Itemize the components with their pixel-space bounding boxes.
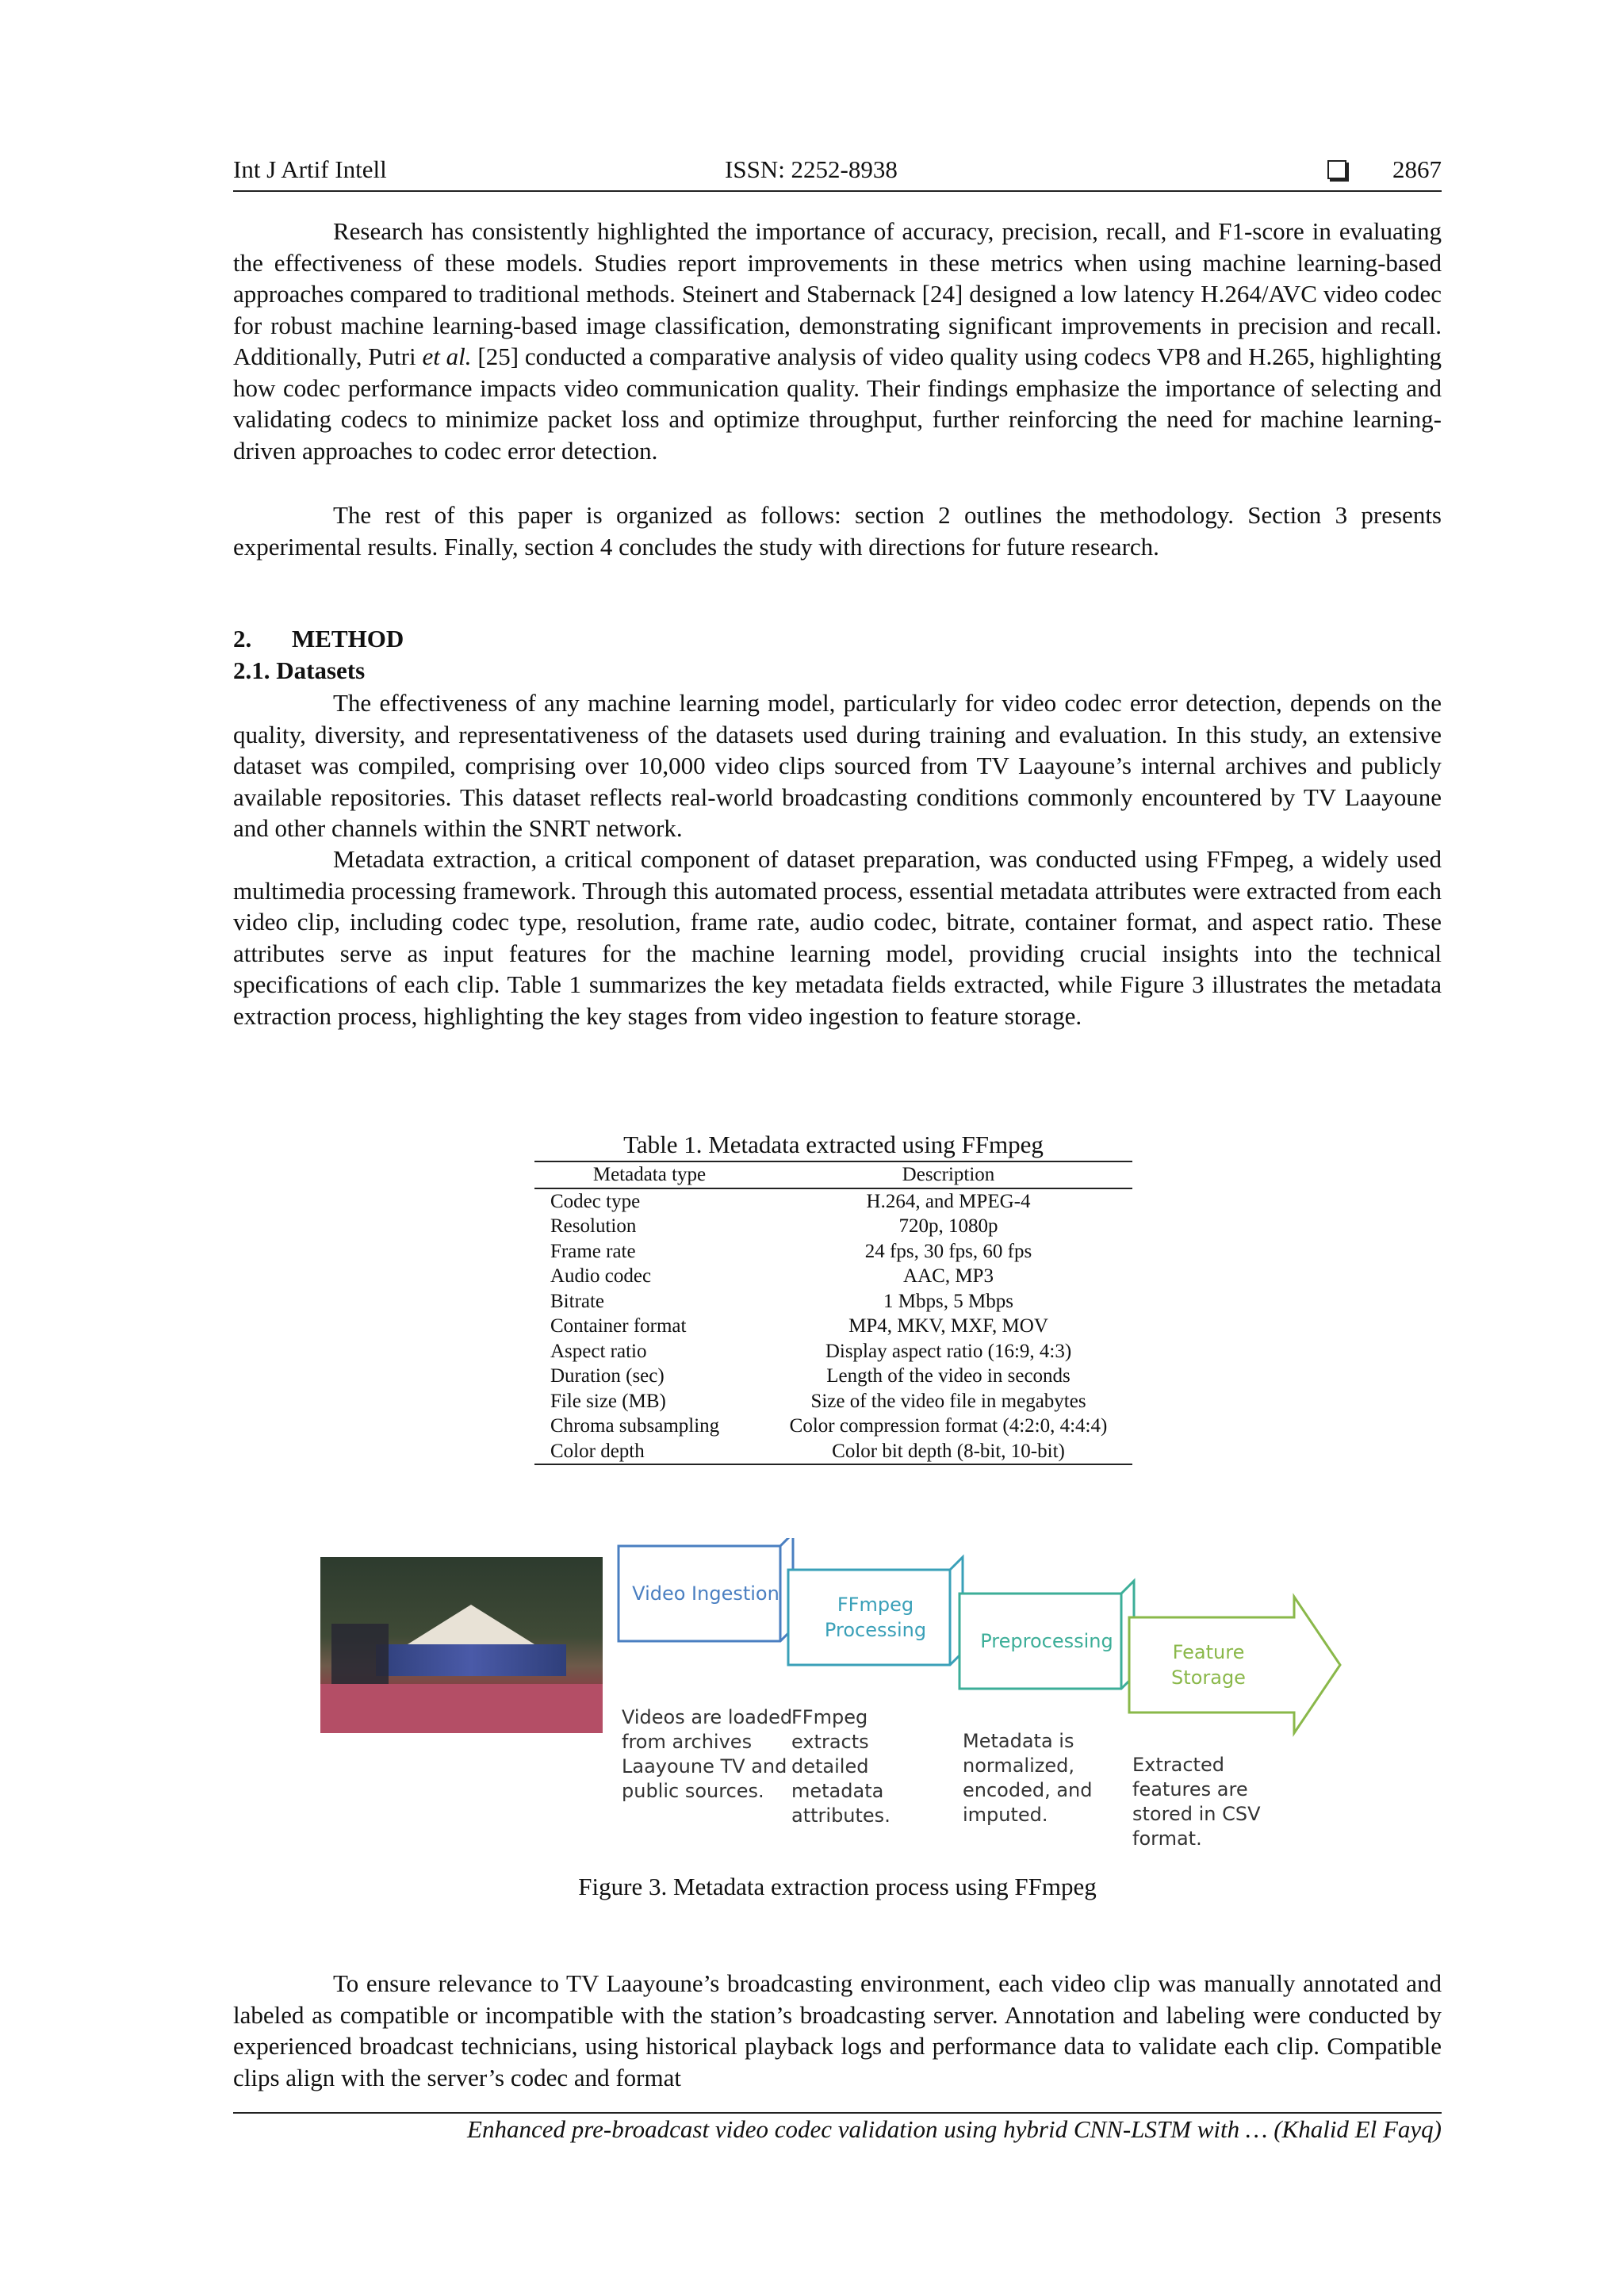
description-cell: 24 fps, 30 fps, 60 fps [864,1240,1032,1262]
description-cell: H.264, and MPEG-4 [866,1190,1031,1212]
stage-title: Processing [824,1619,927,1641]
table-row [534,1289,1132,1314]
description-cell: Size of the video file in megabytes [810,1390,1086,1412]
description-cell: Color bit depth (8-bit, 10-bit) [832,1440,1065,1462]
table-row [534,1239,1132,1265]
datasets-paragraph-1: The effectiveness of any machine learning model, particularly for video codec error detection, depends on the quality, diversity, and representativeness of the datasets used during training and evaluation. In this study, an extensive dataset was compiled, comprising over 10,000 video clips sourced from TV Laayoune’s internal archives and publicly available repositories. This dataset reflects real-world broadcasting conditions commonly encountered by TV Laayoune and other channels within the SNRT network. [233,689,1442,842]
table-header-cell: Description [764,1161,1132,1188]
page-header [233,154,1442,192]
metadata-type-cell: Frame rate [550,1240,636,1262]
datasets-paragraph-2: Metadata extraction, a critical component of dataset preparation, was conducted using FFmpeg, a widely used multimedia processing framework. Through this automated process, essential metadata attributes were extracted from each video clip, including codec type, resolution, frame rate, audio codec, bitrate, container format, and aspect ratio. These attributes serve as input features for the machine learning model, providing crucial insights into the technical specifications of each clip. Table 1 summarizes the key metadata fields extracted, while Figure 3 illustrates the metadata extraction process, highlighting the key stages from video ingestion to feature storage. [233,845,1442,1030]
metadata-type-cell: Codec type [550,1190,641,1212]
metadata-type-cell: Resolution [550,1215,637,1237]
stage-description: FFmpeg [791,1706,868,1728]
subsection-title: Datasets [276,656,366,684]
stage-3 [959,1581,1134,1826]
metadata-type-cell: Container format [550,1315,687,1337]
stage-description: Metadata is [963,1730,1074,1752]
table-header-cell: Metadata type [534,1161,764,1188]
running-title: Enhanced pre-broadcast video codec validation using hybrid CNN-LSTM with … (Khalid El Fayq) [467,2115,1442,2143]
stage-description: imputed. [963,1804,1048,1826]
stage-title: Feature [1172,1641,1245,1663]
process-flow-diagram [320,1538,1351,1855]
description-cell: Display aspect ratio (16:9, 4:3) [825,1340,1072,1362]
stage-description: public sources. [622,1780,764,1802]
stage-description: detailed [791,1755,869,1777]
figure-3 [320,1538,1351,1855]
metadata-type-cell: Aspect ratio [550,1340,647,1362]
metadata-type-cell: Color depth [550,1440,645,1462]
table-row [534,1314,1132,1339]
description-cell: 1 Mbps, 5 Mbps [883,1290,1013,1312]
intro-p1-text-b: [25] conducted a comparative analysis of video quality using codecs VP8 and H.265, highlighting how codec performance impacts video communication quality. Their findings emphasize the importance of selecting and validating codecs to minimize packet loss and optimize throughput, further reinforcing the need for machine learning-driven approaches to codec error detection. [233,342,1442,465]
table-row [534,1264,1132,1289]
intro-paragraph-1 [233,216,1442,466]
stage-description: Laayoune TV and [622,1755,787,1777]
intro-paragraph-2: The rest of this paper is organized as follows: section 2 outlines the methodology. Section 3 presents experimental results. Finally, section 4 concludes the study with directions for future research. [233,501,1442,561]
stage-description: stored in CSV [1132,1803,1261,1825]
metadata-table [534,1161,1132,1465]
stage-description: format. [1132,1827,1202,1850]
stage-description: normalized, [963,1755,1074,1777]
description-cell: Length of the video in seconds [826,1365,1071,1387]
subsection-number: 2.1. [233,656,270,684]
closing-paragraph: To ensure relevance to TV Laayoune’s broadcasting environment, each video clip was manually annotated and labeled as compatible or incompatible with the station’s broadcasting server. Annotation and labeling were conducted by experienced broadcast technicians, using historical playback logs and performance data to validate each clip. Compatible clips align with the server’s codec and format [233,1969,1442,2091]
metadata-type-cell: Audio codec [550,1265,652,1287]
table-row [534,1188,1132,1215]
table-row [534,1214,1132,1239]
stage-4 [1129,1597,1340,1850]
section-heading [233,625,404,653]
square-box-icon [1327,160,1346,179]
stage-title: Storage [1171,1667,1246,1689]
stage-arrow [1129,1597,1340,1733]
section-title: METHOD [292,625,404,652]
subsection-heading [233,656,365,685]
section-number: 2. [233,625,252,652]
description-cell: AAC, MP3 [903,1265,994,1287]
table-row [534,1414,1132,1439]
table-1 [534,1129,1132,1465]
description-cell: Color compression format (4:2:0, 4:4:4) [789,1415,1108,1437]
stage-2 [788,1557,963,1827]
stage-description: encoded, and [963,1779,1093,1801]
metadata-type-cell: Bitrate [550,1290,605,1312]
stage-description: attributes. [791,1804,891,1827]
journal-name: Int J Artif Intell [233,155,387,183]
stage-1 [619,1538,793,1802]
intro-p1-et-al: et al. [422,342,472,370]
table-header-row [534,1161,1132,1188]
page-number: 2867 [1392,155,1442,183]
table-row [534,1389,1132,1414]
description-cell: 720p, 1080p [898,1215,998,1237]
table-row [534,1364,1132,1389]
figure-caption: Figure 3. Metadata extraction process using FFmpeg [578,1873,1097,1900]
description-cell: MP4, MKV, MXF, MOV [848,1315,1048,1337]
stage-description: Videos are loaded [622,1706,793,1728]
metadata-type-cell: Duration (sec) [550,1365,665,1387]
intro-p1-text-a: Research has consistently highlighted the importance of accuracy, precision, recall, and F1-score in evaluating the effectiveness of these models. Studies report improvements in these metrics when using machine learning-based approaches compared to traditional methods. Steinert and Stabernack [24] designed a low latency H.264/AVC video codec for robust machine learning-based image classification, demonstrating significant improvements in precision and recall. Additionally, Putri [233,217,1442,370]
table-row [534,1439,1132,1465]
stage-description: extracts [791,1731,869,1753]
page-footer [233,2112,1442,2144]
stage-description: metadata [791,1780,884,1802]
table-caption: Table 1. Metadata extracted using FFmpeg [623,1131,1044,1158]
table-row [534,1339,1132,1364]
metadata-type-cell: File size (MB) [550,1390,666,1412]
issn: ISSN: 2252-8938 [725,155,898,183]
stage-description: Extracted [1132,1754,1224,1776]
stage-title: FFmpeg [837,1594,914,1616]
stage-description: from archives [622,1731,753,1753]
stage-description: features are [1132,1778,1248,1800]
stage-title: Preprocessing [980,1630,1113,1652]
stage-title: Video Ingestion [632,1582,779,1605]
metadata-type-cell: Chroma subsampling [550,1415,720,1437]
